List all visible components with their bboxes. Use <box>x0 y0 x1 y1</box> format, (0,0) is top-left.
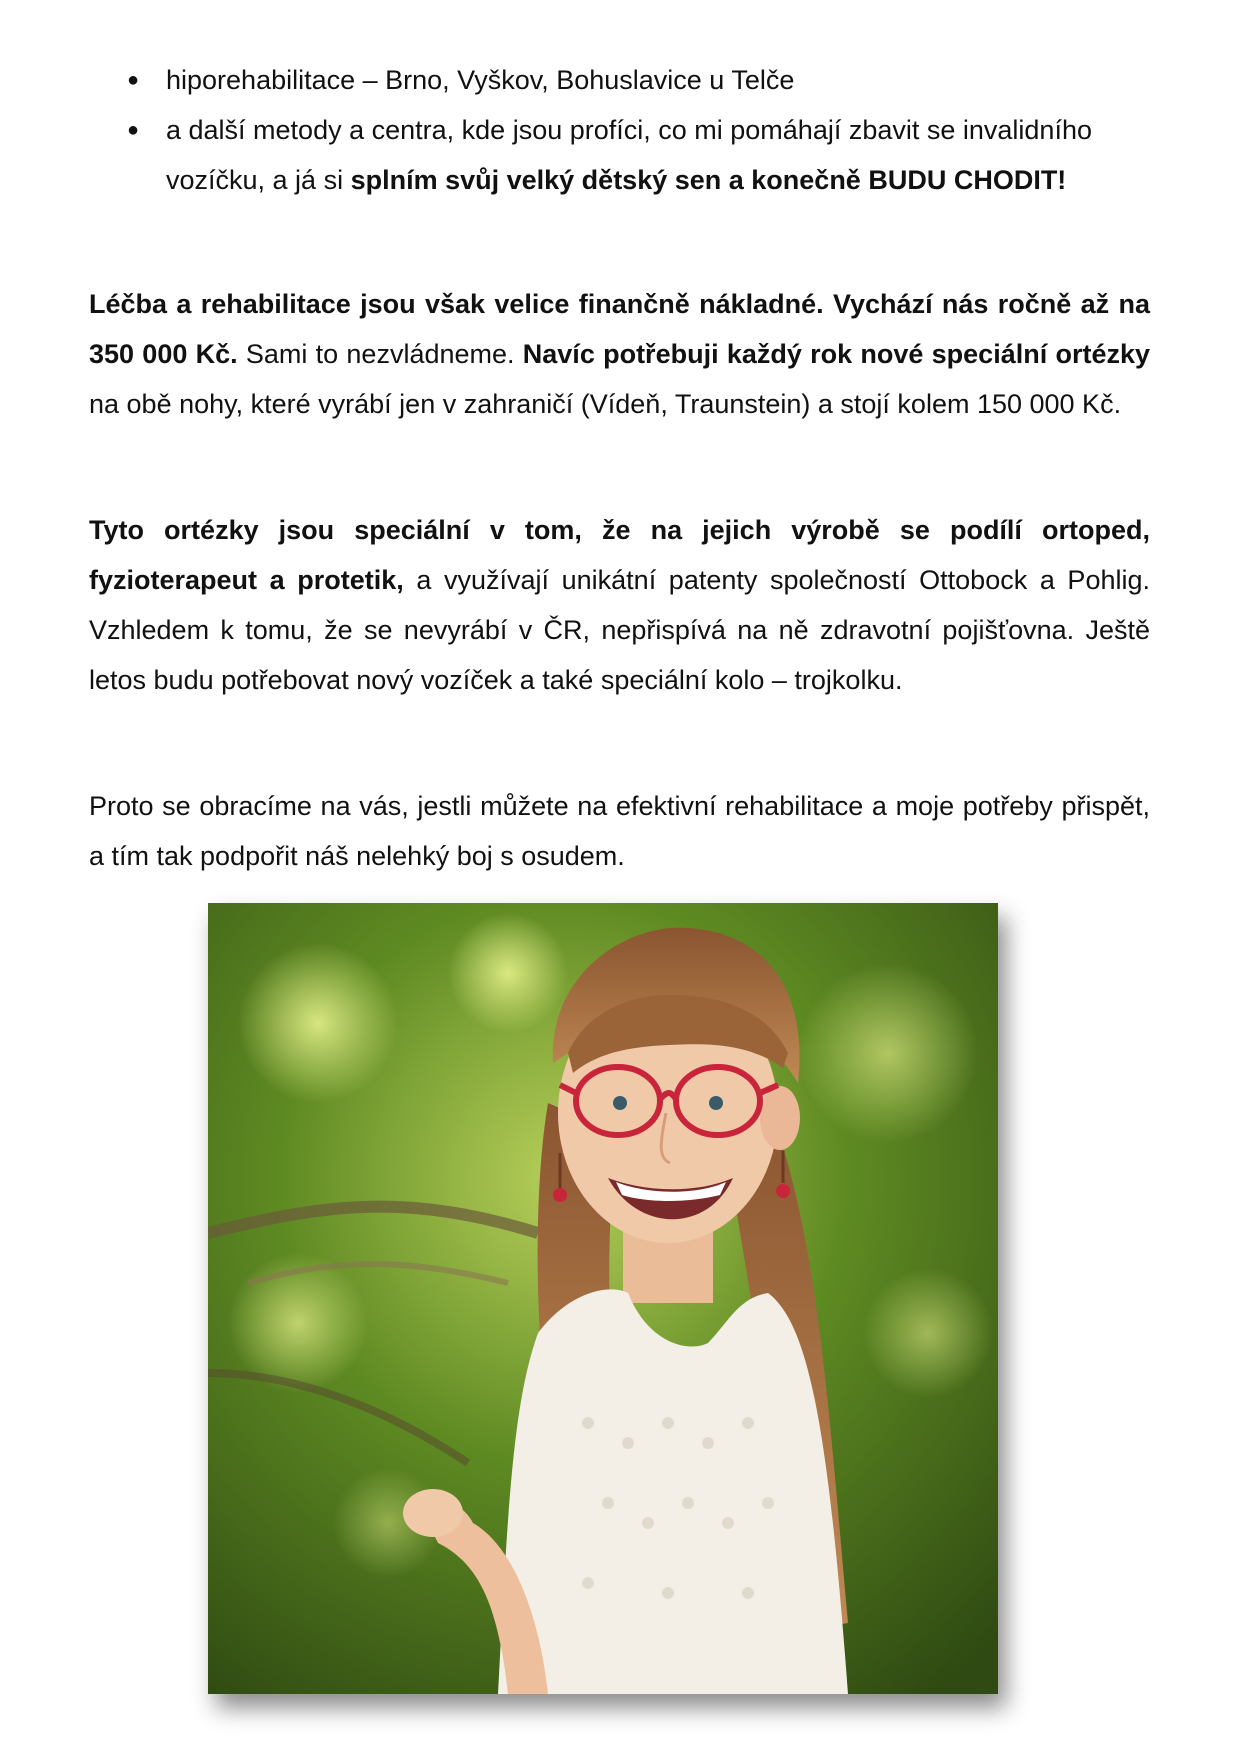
bullet-item <box>120 105 1150 205</box>
appeal-text: Proto se obracíme na vás, jestli můžete na efektivní rehabilitace a moje potřeby přispět, a tím tak podpořit náš nelehký boj s osudem. <box>89 791 1150 871</box>
paragraph-orthoses <box>89 505 1150 705</box>
paragraph-appeal <box>89 781 1150 881</box>
costs-text-1: Sami to nezvládneme. <box>237 339 523 369</box>
orthoses-bold: Tyto ortézky jsou speciální v tom, že na jejich výrobě se podílí ortoped, fyzioterapeut a protetik, <box>89 515 1150 595</box>
bullet-dot-icon: ● <box>127 119 140 141</box>
bullet-text: hiporehabilitace – Brno, Vyškov, Bohuslavice u Telče <box>166 65 795 95</box>
bullet-text: a další metody a centra, kde jsou profíci, co mi pomáhají zbavit se invalidního vozíčku, a já si <box>166 115 1092 195</box>
bullet-dot-icon: ● <box>127 69 140 91</box>
costs-bold-1: Léčba a rehabilitace jsou však velice finančně nákladné. Vychází nás ročně až na 350 000 Kč. <box>89 289 1150 369</box>
bullet-item <box>120 55 1150 105</box>
paragraph-costs <box>89 279 1150 429</box>
orthoses-text: a využívají unikátní patenty společností Ottobock a Pohlig. Vzhledem k tomu, že se nevyrábí v ČR, nepřispívá na ně zdravotní pojišťovna. Ještě letos budu potřebovat nový vozíček a také speciální kolo – trojkolku. <box>89 565 1150 695</box>
photo-frame <box>208 903 998 1694</box>
costs-text-2: na obě nohy, které vyrábí jen v zahraničí (Vídeň, Traunstein) a stojí kolem 150 000 Kč. <box>89 389 1122 419</box>
girl-photo-icon <box>208 903 998 1694</box>
bullet-text-bold: splním svůj velký dětský sen a konečně BUDU CHODIT! <box>350 165 1067 195</box>
bullet-list <box>120 55 1150 205</box>
costs-bold-2: Navíc potřebuji každý rok nové speciální ortézky <box>522 339 1150 369</box>
